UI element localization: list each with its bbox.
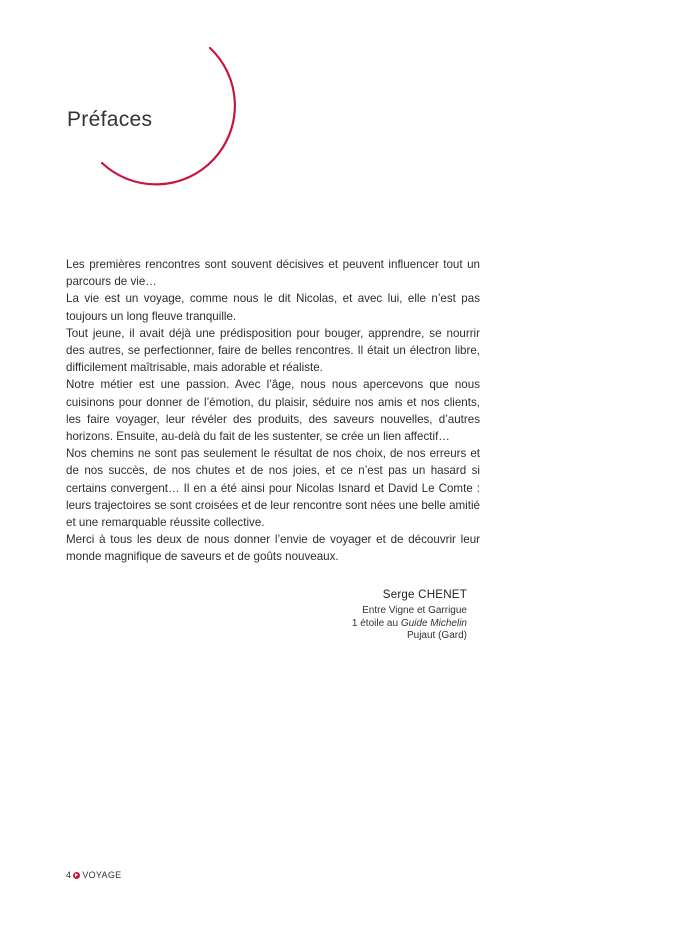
paragraph: Merci à tous les deux de nous donner l’envie de voyager et de découvrir leur monde magnifique de saveurs et de goûts nouveaux. [66,533,480,564]
signature-award [352,618,467,631]
preface-body [66,256,480,566]
signature-award-prefix: 1 étoile au [351,617,401,629]
page-footer [66,870,121,880]
page-number: 4 [66,870,72,880]
paragraph: Tout jeune, il avait déjà une prédisposition pour bouger, apprendre, se nourrir des autres, se perfectionner, faire de belles rencontres. Il était un électron libre, difficilement maîtrisable, mais adorable et réaliste. [66,326,480,375]
signature-award-guide: Guide Michelin [400,617,467,629]
paragraph: Notre métier est une passion. Avec l’âge, nous nous apercevons que nous cuisinons pour donner de l’émotion, du plaisir, séduire nos amis et nos clients, les faire voyager, leur révéler des produits, des saveurs nouvelles, d’autres horizons. Ensuite, au-delà du fait de les sustenter, se crée un lien affectif… [66,378,480,444]
page-title: Préfaces [67,108,153,132]
signature-block [352,588,467,643]
play-bullet-icon [73,872,80,879]
signature-name: Serge CHENET [382,588,467,601]
signature-location: Pujaut (Gard) [406,630,467,641]
paragraph: La vie est un voyage, comme nous le dit Nicolas, et avec lui, elle n’est pas toujours un long fleuve tranquille. [66,292,480,323]
paragraph: Les premières rencontres sont souvent décisives et peuvent influencer tout un parcours de vie… [66,258,480,289]
signature-restaurant: Entre Vigne et Garrigue [362,605,467,616]
decorative-arc [0,0,260,200]
paragraph: Nos chemins ne sont pas seulement le résultat de nos choix, de nos erreurs et de nos succès, de nos chutes et de nos joies, et ce n’est pas un hasard si certains convergent… Il en a été ainsi pour Nicolas Isnard et David Le Comte : leurs trajectoires se sont croisées et de leur rencontre sont nées une belle amitié et une remarquable réussite collective. [66,447,480,530]
section-name: VOYAGE [82,870,122,880]
